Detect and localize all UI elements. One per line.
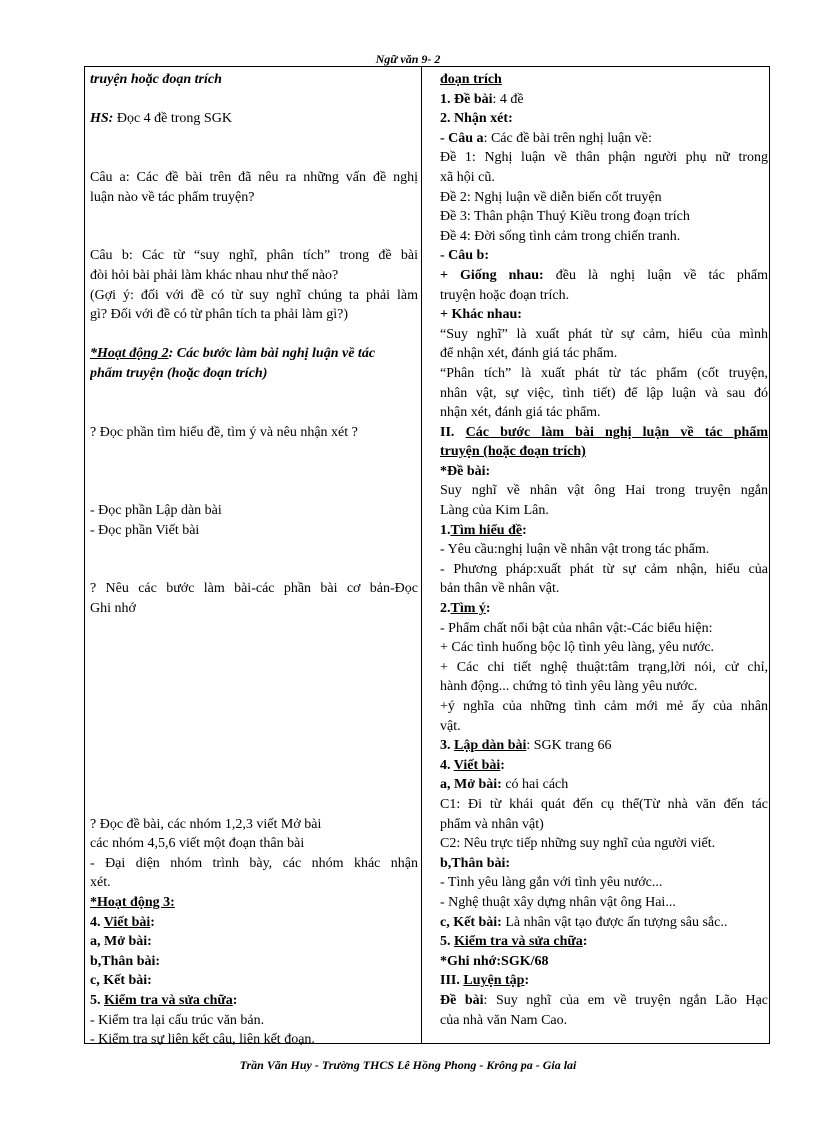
section-3-heading: III. Luyện tập:	[440, 973, 530, 989]
similarity: truyện hoặc đoạn trích.	[440, 287, 570, 303]
step-1-heading: 1.Tìm hiểu đề:	[440, 522, 527, 538]
column-divider	[421, 66, 422, 1044]
step-1-line: - Yêu cầu:nghị luận về nhân vật trong tác phẩm.	[440, 542, 710, 558]
intro-line: a, Mở bài: có hai cách	[440, 777, 569, 793]
topic-heading: 1. Đề bài: 4 đề	[440, 91, 524, 107]
student-task: HS: Đọc 4 đề trong SGK	[90, 111, 232, 127]
body-heading: b,Thân bài:	[440, 855, 511, 871]
content-column	[440, 70, 768, 1030]
page-footer: Trần Văn Huy - Trường THCS Lê Hồng Phong - Krông pa - Gia lai	[239, 1058, 577, 1072]
question-b-line: đòi hỏi bài phải làm khác nhau như thế nào?	[90, 267, 339, 283]
section-2-heading: II. Các bước làm bài nghị luận về tác phẩm	[440, 424, 768, 440]
difference-line: nhận xét, đánh giá tác phẩm.	[440, 405, 601, 421]
step-5-heading: 5. Kiểm tra và sửa chữa:	[440, 934, 588, 950]
body-label: b,Thân bài:	[90, 953, 161, 969]
step-2-line: hành động... chứng tỏ tình yêu làng yêu nước.	[440, 679, 698, 695]
activity-2-heading: *Hoạt động 2: Các bước làm bài nghị luận về tác	[90, 346, 376, 362]
remarks-heading: 2. Nhận xét:	[440, 111, 513, 127]
activities-column	[90, 70, 418, 1050]
group-task: - Đại diện nhóm trình bày, các nhóm khác nhận	[90, 855, 418, 871]
exam-topic-line: Làng của Kim Lân.	[440, 503, 549, 519]
step-2-line: + Các tình huống bộc lộ tình yêu làng, yêu nước.	[440, 640, 715, 656]
read-writing: - Đọc phần Viết bài	[90, 522, 200, 538]
group-task: các nhóm 4,5,6 viết một đoạn thân bài	[90, 836, 305, 852]
difference-line: “Phân tích” là xuất phát từ tác phẩm (cốt truyện,	[440, 365, 768, 381]
question-find: ? Đọc phần tìm hiểu đề, tìm ý và nêu nhận xét ?	[90, 424, 358, 440]
text-line: đoạn trích	[440, 72, 502, 87]
conclusion-line: c, Kết bài: Là nhân vật tạo được ấn tượng sâu sắc..	[440, 914, 728, 930]
step-2-line: vật.	[440, 718, 461, 734]
topic-line: Đề 2: Nghị luận về diễn biến cốt truyện	[440, 189, 662, 205]
step-3-heading: 3. Lập dàn bài: SGK trang 66	[440, 738, 612, 754]
step-1-line: - Phương pháp:xuất phát từ sự cảm nhận, hiểu của	[440, 561, 768, 577]
similarity: + Giống nhau: đều là nghị luận về tác phẩm	[440, 267, 768, 283]
step-4-heading: 4. Viết bài:	[440, 757, 505, 773]
activity-2-heading: phẩm truyện (hoặc đoạn trích)	[90, 365, 268, 381]
step-2-line: + Các chi tiết nghệ thuật:tâm trạng,lời nói, cử chỉ,	[440, 659, 768, 675]
topic-line: xã hội cũ.	[440, 169, 495, 185]
body-line: - Nghệ thuật xây dựng nhân vật ông Hai...	[440, 894, 676, 910]
practice-line: Đề bài: Suy nghĩ của em về truyện ngắn Lão Hạc	[440, 992, 768, 1008]
group-task: xét.	[90, 875, 111, 891]
question-b-line: gì? Đối với đề có từ phân tích ta phải làm gì?)	[90, 307, 348, 323]
intro-line: C2: Nêu trực tiếp những suy nghĩ của người viết.	[440, 836, 716, 852]
text-line: truyện hoặc đoạn trích	[90, 72, 222, 87]
question-b-line: Câu b: Các từ “suy nghĩ, phân tích” trong đề bài	[90, 248, 418, 264]
practice-line: của nhà văn Nam Cao.	[440, 1012, 568, 1028]
topic-line: Đề 3: Thân phận Thuý Kiều trong đoạn trích	[440, 209, 690, 225]
difference-label: + Khác nhau:	[440, 307, 522, 323]
intro-line: C1: Đi từ khái quát đến cụ thể(Từ nhà văn đến tác	[440, 796, 768, 812]
difference-line: “Suy nghĩ” là xuất phát từ sự cảm, hiểu của mình	[440, 326, 768, 342]
question-steps: Ghi nhớ	[90, 601, 136, 617]
question-b-line: (Gợi ý: đối với đề có từ suy nghĩ chúng ta phải làm	[90, 287, 418, 303]
step-2-line: - Phẩm chất nổi bật của nhân vật:-Các biểu hiện:	[440, 620, 713, 636]
section-5-heading: 5. Kiểm tra và sửa chữa:	[90, 992, 238, 1008]
intro-line: phẩm và nhân vật)	[440, 816, 544, 832]
group-task: ? Đọc đề bài, các nhóm 1,2,3 viết Mở bài	[90, 816, 322, 832]
difference-line: để nhận xét, đánh giá tác phẩm.	[440, 346, 618, 362]
question-a-line: luận nào về tác phẩm truyện?	[90, 189, 255, 205]
topic-line: Đề 1: Nghị luận về thân phận người phụ nữ trong	[440, 150, 768, 166]
topic-line: Đề 4: Đời sống tình cảm trong chiến tranh.	[440, 228, 681, 244]
question-a-answer: - Câu a: Các đề bài trên nghị luận về:	[440, 130, 652, 146]
check-item: - Kiểm tra lại cấu trúc văn bản.	[90, 1012, 265, 1028]
activity-3-heading: *Hoạt động 3:	[90, 894, 175, 910]
check-item: - Kiểm tra sự liên kết câu, liên kết đoạn.	[90, 1032, 315, 1048]
step-2-heading: 2.Tìm ý:	[440, 601, 491, 617]
intro-label: a, Mở bài:	[90, 934, 152, 950]
read-outline: - Đọc phần Lập dàn bài	[90, 503, 222, 519]
question-b-answer: - Câu b:	[440, 248, 490, 264]
question-a-line: Câu a: Các đề bài trên đã nêu ra những vấn đề nghị	[90, 169, 418, 185]
section-4-heading: 4. Viết bài:	[90, 914, 155, 930]
step-1-line: bản thân về nhân vật.	[440, 581, 560, 597]
page-header: Ngữ văn 9- 2	[375, 52, 441, 66]
question-steps: ? Nêu các bước làm bài-các phần bài cơ bản-Đọc	[90, 581, 418, 597]
exam-topic-line: Suy nghĩ về nhân vật ông Hai trong truyện ngắn	[440, 483, 768, 499]
body-line: - Tình yêu làng gắn với tình yêu nước...	[440, 875, 663, 891]
conclusion-label: c, Kết bài:	[90, 973, 152, 989]
remember-note: *Ghi nhớ:SGK/68	[440, 953, 549, 969]
exam-topic-label: *Đề bài:	[440, 463, 491, 479]
difference-line: nhân vật, sự việc, tình tiết) để lập luận và sau đó	[440, 385, 768, 401]
step-2-line: +ý nghĩa của những tình cảm mới mẻ ấy của nhân	[440, 699, 768, 714]
section-2-heading: truyện (hoặc đoạn trích)	[440, 444, 586, 460]
